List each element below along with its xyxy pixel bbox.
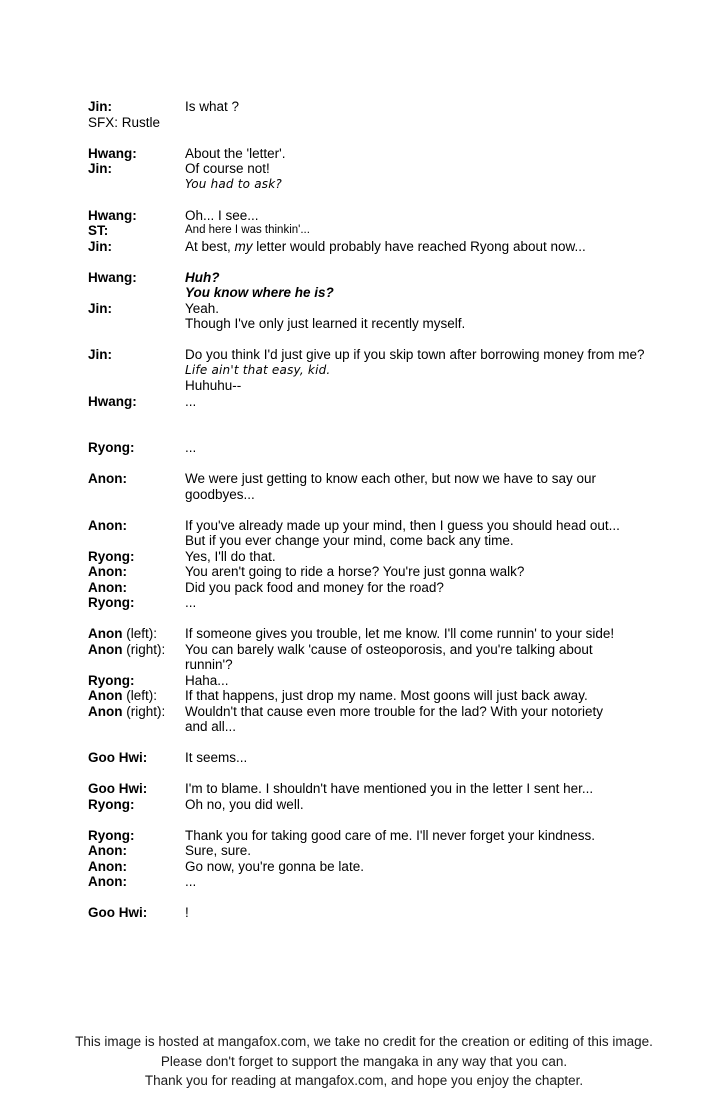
dialogue-text: goodbyes... [185, 486, 255, 502]
speaker-label: Ryong: [88, 672, 135, 688]
script-row [0, 626, 728, 642]
script-row [0, 781, 728, 797]
speaker-label: Hwang: [88, 269, 137, 285]
speaker-label: Goo Hwi: [88, 781, 148, 796]
dialogue-text: Though I've only just learned it recently myself. [185, 316, 466, 331]
dialogue-text: Sure, sure. [185, 843, 252, 858]
dialogue-text: At best, my letter would probably have reached Ryong about now... [185, 238, 586, 254]
dialogue-text: If you've already made up your mind, then I guess you should head out... [185, 517, 620, 533]
dialogue-text: Huhuhu-- [185, 378, 242, 393]
speaker-label: SFX: Rustle [88, 114, 161, 130]
speaker-label: Anon: [88, 517, 127, 533]
script-row [0, 533, 728, 549]
dialogue-block [0, 440, 728, 456]
dialogue-text: Yes, I'll do that. [185, 548, 276, 564]
script-row [0, 146, 728, 162]
dialogue-text: Wouldn't that cause even more trouble for the lad? With your notoriety [185, 703, 604, 719]
dialogue-block [0, 347, 728, 409]
script-row [0, 905, 728, 921]
dialogue-text: About the 'letter'. [185, 145, 286, 161]
dialogue-block [0, 146, 728, 193]
speaker-label: Goo Hwi: [88, 905, 148, 920]
dialogue-text: And here I was thinkin'... [185, 224, 310, 236]
script-row [0, 394, 728, 410]
speaker-label: Jin: [88, 300, 113, 316]
script-row [0, 549, 728, 565]
dialogue-text: You aren't going to ride a horse? You're just gonna walk? [185, 564, 525, 579]
speaker-label: Jin: [88, 347, 113, 362]
speaker-label: Hwang: [88, 145, 137, 161]
dialogue-block [0, 99, 728, 130]
speaker-label: Jin: [88, 99, 113, 114]
dialogue-text: If that happens, just drop my name. Most goons will just back away. [185, 688, 588, 703]
dialogue-block [0, 208, 728, 255]
script-row [0, 239, 728, 255]
dialogue-block [0, 750, 728, 766]
script-row [0, 115, 728, 131]
script-row [0, 378, 728, 394]
script-row [0, 518, 728, 534]
dialogue-text: Oh... I see... [185, 207, 259, 223]
script-row [0, 223, 728, 239]
speaker-label: Ryong: [88, 548, 135, 564]
script-row [0, 642, 728, 658]
dialogue-text: ... [185, 440, 197, 455]
dialogue-text: ... [185, 393, 197, 409]
dialogue-text: Life ain't that easy, kid. [185, 362, 331, 377]
script-transcript [0, 99, 728, 921]
speaker-label: Ryong: [88, 827, 135, 843]
script-row [0, 208, 728, 224]
speaker-label: Goo Hwi: [88, 750, 148, 765]
speaker-label: Ryong: [88, 440, 135, 455]
speaker-label: Ryong: [88, 595, 135, 610]
dialogue-block [0, 828, 728, 890]
dialogue-block [0, 626, 728, 735]
script-row [0, 285, 728, 301]
footer-line: Thank you for reading at mangafox.com, and hope you enjoy the chapter. [144, 1073, 584, 1088]
speaker-label: Anon: [88, 579, 127, 595]
footer-line: Please don't forget to support the mangaka in any way that you can. [160, 1053, 568, 1069]
script-row [0, 471, 728, 487]
dialogue-text: Did you pack food and money for the road? [185, 579, 444, 595]
script-row [0, 99, 728, 115]
dialogue-block [0, 471, 728, 502]
dialogue-text: Thank you for taking good care of me. I'll never forget your kindness. [185, 827, 596, 843]
script-row [0, 595, 728, 611]
script-row [0, 177, 728, 193]
speaker-label: Jin: [88, 161, 113, 176]
dialogue-text: Oh no, you did well. [185, 796, 304, 812]
script-row [0, 487, 728, 503]
speaker-label: Anon (right): [88, 641, 166, 657]
dialogue-text: But if you ever change your mind, come back any time. [185, 533, 514, 548]
dialogue-text: Go now, you're gonna be late. [185, 858, 364, 874]
speaker-label: Anon: [88, 843, 127, 858]
script-row [0, 580, 728, 596]
speaker-label: Anon (right): [88, 703, 166, 719]
speaker-label: Jin: [88, 238, 113, 254]
dialogue-text: You had to ask? [185, 176, 282, 191]
dialogue-block [0, 781, 728, 812]
script-row [0, 859, 728, 875]
script-row [0, 704, 728, 720]
script-row [0, 161, 728, 177]
script-row [0, 657, 728, 673]
dialogue-text: runnin'? [185, 657, 233, 672]
dialogue-block [0, 518, 728, 611]
speaker-label: Anon: [88, 564, 127, 579]
speaker-label: Anon (left): [88, 688, 158, 703]
script-row [0, 673, 728, 689]
speaker-label: ST: [88, 223, 109, 238]
speaker-label: Anon: [88, 874, 127, 889]
script-row [0, 301, 728, 317]
script-row [0, 874, 728, 890]
speaker-label: Hwang: [88, 393, 137, 409]
script-row [0, 347, 728, 363]
dialogue-block [0, 905, 728, 921]
dialogue-text: Is what ? [185, 99, 240, 114]
speaker-label: Anon (left): [88, 626, 158, 641]
dialogue-text: You can barely walk 'cause of osteoporosis, and you're talking about [185, 641, 593, 657]
script-row [0, 363, 728, 379]
script-row [0, 440, 728, 456]
script-row [0, 797, 728, 813]
script-row [0, 688, 728, 704]
script-row [0, 564, 728, 580]
dialogue-text: Do you think I'd just give up if you skip town after borrowing money from me? [185, 347, 645, 362]
dialogue-text: We were just getting to know each other, but now we have to say our [185, 471, 596, 486]
script-row [0, 719, 728, 735]
dialogue-text: and all... [185, 719, 237, 734]
speaker-label: Ryong: [88, 796, 135, 812]
footer-line: This image is hosted at mangafox.com, we take no credit for the creation or editing of this image. [75, 1034, 653, 1049]
script-row [0, 843, 728, 859]
speaker-label: Hwang: [88, 207, 137, 223]
dialogue-text: It seems... [185, 750, 248, 765]
speaker-label: Anon: [88, 858, 127, 874]
dialogue-text: Of course not! [185, 161, 270, 176]
dialogue-text: ... [185, 874, 197, 889]
dialogue-text: Haha... [185, 672, 229, 688]
dialogue-text: You know where he is? [185, 285, 334, 300]
dialogue-text: Huh? [185, 269, 220, 285]
script-row [0, 828, 728, 844]
speaker-label: Anon: [88, 471, 127, 486]
script-row [0, 316, 728, 332]
dialogue-block [0, 270, 728, 332]
dialogue-text: I'm to blame. I shouldn't have mentioned you in the letter I sent her... [185, 781, 594, 796]
dialogue-text: ! [185, 905, 189, 920]
script-row [0, 750, 728, 766]
dialogue-text: Yeah. [185, 300, 220, 316]
footer-credits [0, 1032, 728, 1091]
script-row [0, 270, 728, 286]
dialogue-text: ... [185, 595, 197, 610]
dialogue-text: If someone gives you trouble, let me know. I'll come runnin' to your side! [185, 626, 615, 641]
